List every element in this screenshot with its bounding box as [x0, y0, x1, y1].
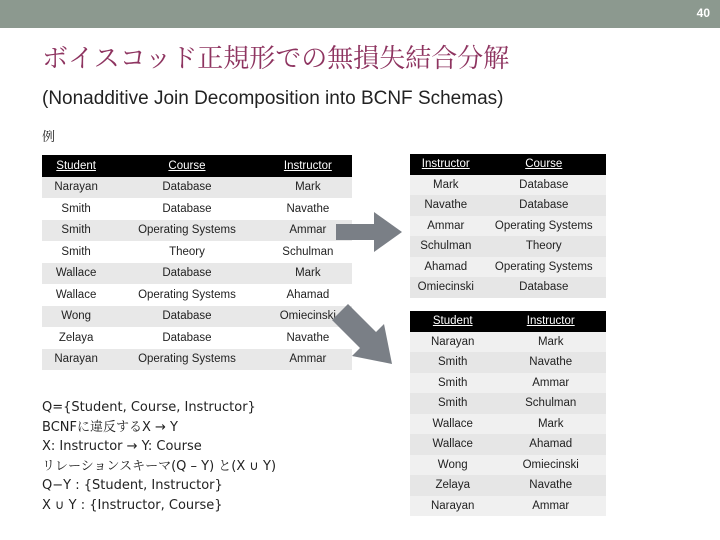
- column-header: Course: [110, 155, 264, 177]
- table-cell: Database: [110, 177, 264, 199]
- table-cell: Mark: [495, 332, 606, 353]
- table-cell: Schulman: [410, 236, 482, 257]
- table-cell: Database: [110, 198, 264, 220]
- table-cell: Wallace: [410, 414, 495, 435]
- notes-block: [42, 398, 276, 515]
- note-line: X ∪ Y : {Instructor, Course}: [42, 497, 223, 513]
- note-line: Q−Y : {Student, Instructor}: [42, 478, 223, 493]
- table-cell: Smith: [42, 241, 110, 263]
- table-cell: Database: [110, 327, 264, 349]
- note-line: Q={Student, Course, Instructor}: [42, 400, 256, 415]
- table-cell: Navathe: [410, 195, 482, 216]
- table-cell: Operating Systems: [110, 349, 264, 371]
- table-row: [410, 277, 606, 298]
- table-row: [410, 332, 606, 353]
- table-cell: Navathe: [495, 352, 606, 373]
- table-cell: Zelaya: [410, 475, 495, 496]
- slide-subtitle: (Nonadditive Join Decomposition into BCNF Schemas): [42, 88, 504, 109]
- table-cell: Mark: [410, 175, 482, 196]
- table-row: [42, 241, 352, 263]
- note-line: リレーションスキーマ(Q – Y) と(X ∪ Y): [42, 458, 277, 474]
- table-cell: Ammar: [495, 373, 606, 394]
- table-cell: Omiecinski: [495, 455, 606, 476]
- table-row: [410, 414, 606, 435]
- original-relation-table: [42, 155, 352, 370]
- table-cell: Operating Systems: [110, 220, 264, 242]
- instructor-course-table: [410, 154, 606, 298]
- table-cell: Database: [110, 263, 264, 285]
- table-row: [42, 349, 352, 371]
- table-cell: Narayan: [42, 349, 110, 371]
- table-cell: Schulman: [264, 241, 352, 263]
- table-cell: Mark: [495, 414, 606, 435]
- table-cell: Ammar: [264, 349, 352, 371]
- table-row: [410, 393, 606, 414]
- table-header-row: [42, 155, 352, 177]
- table-cell: Ammar: [410, 216, 482, 237]
- column-header: Instructor: [410, 154, 482, 175]
- table-row: [410, 195, 606, 216]
- table-cell: Theory: [482, 236, 606, 257]
- note-line: X: Instructor → Y: Course: [42, 439, 202, 454]
- table-cell: Schulman: [495, 393, 606, 414]
- table-row: [42, 284, 352, 306]
- table-cell: Navathe: [264, 327, 352, 349]
- table-row: [410, 236, 606, 257]
- table-row: [410, 216, 606, 237]
- table-cell: Smith: [42, 198, 110, 220]
- table-row: [410, 455, 606, 476]
- table-cell: Omiecinski: [264, 306, 352, 328]
- table-cell: Smith: [410, 373, 495, 394]
- example-label: 例: [42, 130, 56, 145]
- slide-title: ボイスコッド正規形での無損失結合分解: [42, 44, 510, 74]
- student-instructor-table: [410, 311, 606, 516]
- table-row: [42, 327, 352, 349]
- table-row: [410, 496, 606, 517]
- table-row: [42, 198, 352, 220]
- column-header: Instructor: [264, 155, 352, 177]
- table-row: [42, 263, 352, 285]
- table-cell: Smith: [410, 393, 495, 414]
- table-row: [410, 475, 606, 496]
- table-row: [410, 175, 606, 196]
- top-bar: [0, 0, 720, 28]
- table-cell: Narayan: [42, 177, 110, 199]
- table-row: [410, 352, 606, 373]
- table-cell: Operating Systems: [110, 284, 264, 306]
- table-cell: Omiecinski: [410, 277, 482, 298]
- table-cell: Database: [482, 175, 606, 196]
- column-header: Student: [410, 311, 495, 332]
- table-cell: Narayan: [410, 496, 495, 517]
- table-row: [42, 220, 352, 242]
- column-header: Student: [42, 155, 110, 177]
- table-row: [42, 306, 352, 328]
- table-cell: Ammar: [495, 496, 606, 517]
- table-cell: Navathe: [495, 475, 606, 496]
- table-header-row: [410, 311, 606, 332]
- table-row: [410, 257, 606, 278]
- table-cell: Mark: [264, 263, 352, 285]
- table-cell: Wallace: [410, 434, 495, 455]
- table-row: [410, 434, 606, 455]
- down-right-arrow-icon: [330, 300, 400, 372]
- right-arrow-icon: [334, 210, 404, 254]
- table-cell: Wong: [42, 306, 110, 328]
- table-cell: Wong: [410, 455, 495, 476]
- table-cell: Ahamad: [410, 257, 482, 278]
- table-row: [410, 373, 606, 394]
- table-cell: Database: [110, 306, 264, 328]
- table-cell: Operating Systems: [482, 257, 606, 278]
- table-cell: Ahamad: [264, 284, 352, 306]
- table-header-row: [410, 154, 606, 175]
- column-header: Course: [482, 154, 606, 175]
- table-cell: Zelaya: [42, 327, 110, 349]
- table-cell: Smith: [42, 220, 110, 242]
- table-cell: Database: [482, 277, 606, 298]
- column-header: Instructor: [495, 311, 606, 332]
- table-cell: Smith: [410, 352, 495, 373]
- note-line: BCNFに違反するX → Y: [42, 419, 178, 435]
- table-cell: Narayan: [410, 332, 495, 353]
- table-row: [42, 177, 352, 199]
- table-cell: Database: [482, 195, 606, 216]
- table-cell: Operating Systems: [482, 216, 606, 237]
- page-number: 40: [696, 6, 710, 20]
- table-cell: Wallace: [42, 263, 110, 285]
- table-cell: Theory: [110, 241, 264, 263]
- table-cell: Ahamad: [495, 434, 606, 455]
- table-cell: Ammar: [264, 220, 352, 242]
- table-cell: Mark: [264, 177, 352, 199]
- table-cell: Wallace: [42, 284, 110, 306]
- table-cell: Navathe: [264, 198, 352, 220]
